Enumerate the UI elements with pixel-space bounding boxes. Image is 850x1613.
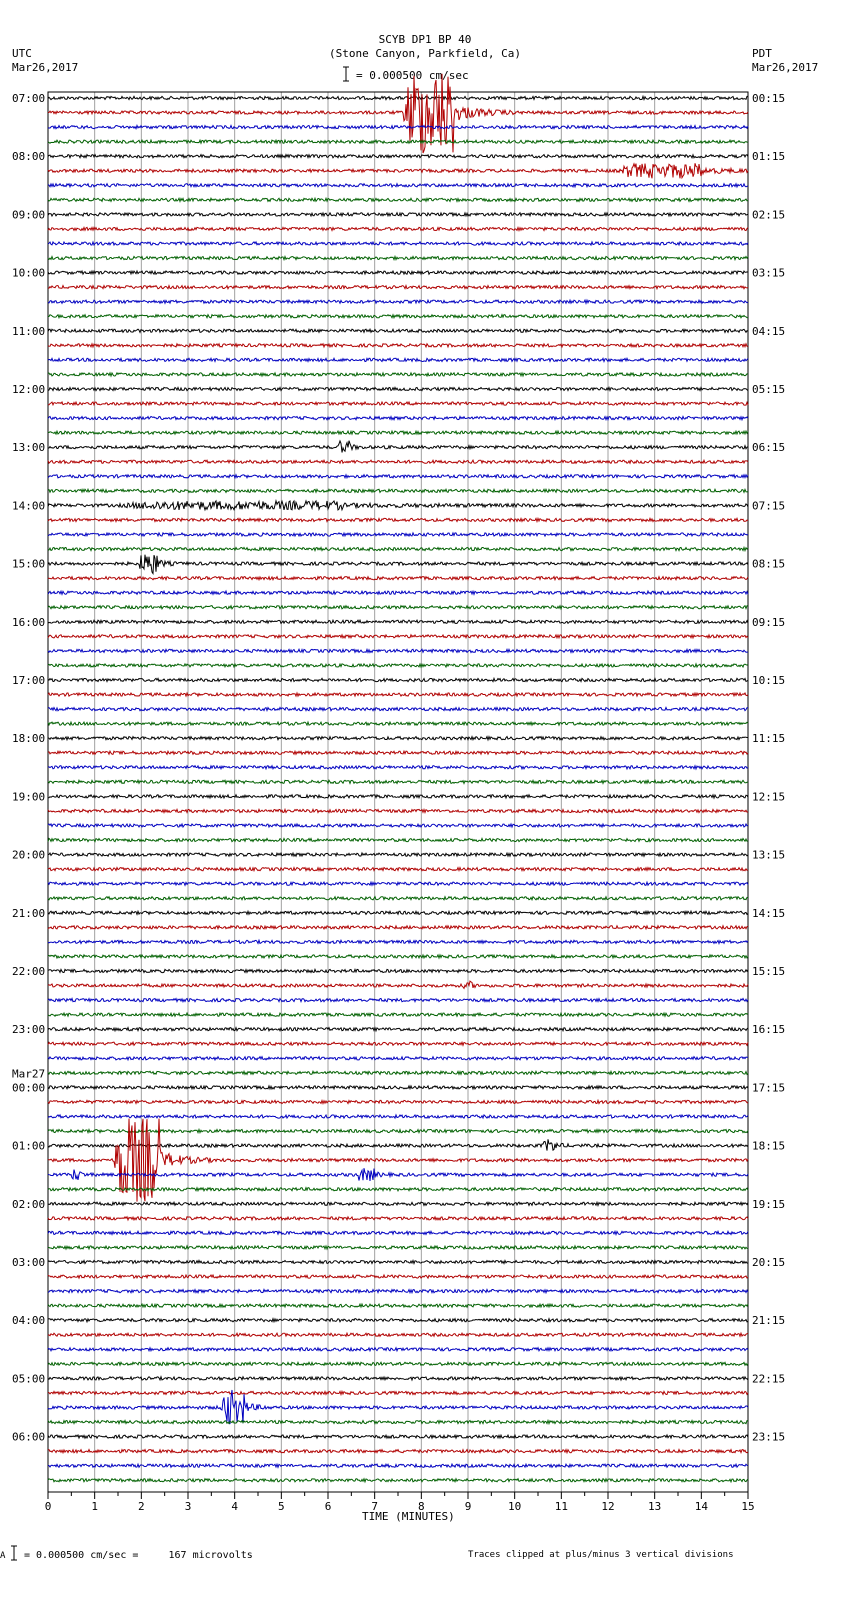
seismic-trace <box>48 751 748 754</box>
x-tick-label: 10 <box>508 1500 522 1513</box>
pdt-time-label: 09:15 <box>752 615 786 629</box>
seismic-trace <box>48 1479 748 1482</box>
seismic-trace <box>48 184 748 187</box>
chart-title: SCYB DP1 BP 40 <box>378 33 472 46</box>
left-timezone: UTC <box>12 47 32 60</box>
seismic-trace <box>48 387 748 390</box>
seismic-trace <box>48 286 748 289</box>
utc-date-label: Mar27 <box>12 1067 46 1081</box>
pdt-time-label: 14:15 <box>752 906 786 920</box>
utc-time-label: 07:00 <box>12 92 46 105</box>
pdt-time-label: 23:15 <box>752 1430 786 1444</box>
seismic-trace <box>48 868 748 871</box>
seismic-trace <box>48 693 748 696</box>
seismic-trace <box>48 824 748 827</box>
seismic-trace <box>48 1217 748 1220</box>
utc-time-label: 11:00 <box>12 324 46 338</box>
seismic-trace <box>48 198 748 201</box>
seismic-trace <box>48 489 748 492</box>
seismic-trace <box>48 780 748 783</box>
seismic-trace <box>48 1013 748 1016</box>
utc-time-label: 18:00 <box>12 732 46 746</box>
pdt-time-label: 15:15 <box>752 965 786 978</box>
x-tick-label: 8 <box>418 1500 425 1513</box>
pdt-time-label: 16:15 <box>752 1023 786 1037</box>
utc-time-label: 04:00 <box>12 1314 46 1328</box>
seismic-trace <box>48 1450 748 1453</box>
seismic-trace <box>48 271 748 274</box>
utc-time-label: 16:00 <box>12 615 46 629</box>
seismic-trace <box>48 981 748 988</box>
seismic-trace <box>48 155 748 158</box>
seismic-trace <box>48 1260 748 1263</box>
seismic-trace <box>48 766 748 769</box>
seismic-trace <box>48 708 748 711</box>
seismic-trace <box>48 1057 748 1060</box>
seismic-trace <box>48 809 748 812</box>
seismic-trace <box>48 1231 748 1234</box>
seismic-trace <box>48 417 748 420</box>
seismic-trace <box>48 1130 748 1133</box>
pdt-time-label: 17:15 <box>752 1081 786 1095</box>
utc-time-label: 15:00 <box>12 557 46 571</box>
seismic-trace <box>48 955 748 958</box>
seismic-trace <box>48 1071 748 1074</box>
seismic-trace <box>48 940 748 943</box>
seismic-trace <box>48 1202 748 1205</box>
seismic-trace <box>48 577 748 580</box>
utc-time-label: 12:00 <box>12 383 46 396</box>
seismic-trace <box>48 300 748 303</box>
utc-time-label: 23:00 <box>12 1023 46 1037</box>
seismic-trace <box>48 1390 748 1424</box>
seismic-trace <box>48 1421 748 1424</box>
seismic-trace <box>48 227 748 230</box>
utc-time-label: 08:00 <box>12 150 46 164</box>
pdt-time-label: 03:15 <box>752 266 786 280</box>
seismic-trace <box>48 518 748 521</box>
seismic-trace <box>48 853 748 856</box>
seismic-trace <box>48 315 748 318</box>
right-timezone: PDT <box>752 47 772 60</box>
utc-time-label: 06:00 <box>12 1430 46 1444</box>
seismic-trace <box>48 344 748 347</box>
x-tick-label: 0 <box>44 1500 52 1513</box>
seismic-trace <box>48 1246 748 1249</box>
seismic-trace <box>48 1042 748 1045</box>
seismic-trace <box>48 722 748 725</box>
pdt-time-label: 13:15 <box>752 848 786 862</box>
seismic-trace <box>48 329 748 332</box>
seismic-trace <box>48 678 748 681</box>
utc-time-label: 17:00 <box>12 674 46 687</box>
seismic-trace <box>48 897 748 900</box>
seismic-trace <box>48 441 748 453</box>
seismic-trace <box>48 460 748 463</box>
utc-time-label: 21:00 <box>12 906 46 920</box>
utc-time-label: 03:00 <box>12 1256 46 1269</box>
utc-time-label: 20:00 <box>12 848 46 862</box>
utc-time-label: 19:00 <box>12 790 46 804</box>
seismic-trace <box>48 664 748 667</box>
pdt-time-label: 08:15 <box>752 557 786 571</box>
seismic-trace <box>48 1377 748 1380</box>
footer-marker: A <box>0 1551 6 1561</box>
pdt-time-label: 22:15 <box>752 1372 786 1386</box>
pdt-time-label: 01:15 <box>752 150 786 164</box>
footer-clip-note: Traces clipped at plus/minus 3 vertical divisions <box>468 1550 734 1560</box>
seismic-trace <box>48 1464 748 1467</box>
seismic-trace <box>48 96 748 99</box>
x-tick-label: 7 <box>371 1500 378 1513</box>
seismic-trace <box>48 882 748 885</box>
seismic-trace <box>48 1435 748 1438</box>
pdt-time-label: 20:15 <box>752 1256 786 1269</box>
x-tick-label: 13 <box>648 1500 662 1513</box>
x-tick-label: 12 <box>601 1500 615 1513</box>
chart-subtitle: (Stone Canyon, Parkfield, Ca) <box>328 47 522 60</box>
pdt-time-label: 18:15 <box>752 1139 786 1153</box>
utc-time-label: 01:00 <box>12 1139 46 1153</box>
seismic-trace <box>48 242 748 245</box>
seismic-trace <box>48 1362 748 1365</box>
seismic-trace <box>48 126 748 129</box>
x-tick-label: 14 <box>694 1500 708 1513</box>
seismic-trace <box>48 999 748 1002</box>
seismic-trace <box>48 1188 748 1191</box>
seismic-trace <box>48 1086 748 1089</box>
seismic-trace <box>48 911 748 914</box>
seismic-trace <box>48 402 748 405</box>
seismic-trace <box>48 1115 748 1118</box>
seismic-trace <box>48 431 748 434</box>
utc-time-label: 09:00 <box>12 208 46 222</box>
utc-time-label: 14:00 <box>12 499 46 513</box>
seismic-trace <box>48 213 748 216</box>
pdt-time-label: 04:15 <box>752 324 786 338</box>
seismic-trace <box>48 1290 748 1293</box>
seismic-trace <box>48 163 748 178</box>
seismic-trace <box>48 1275 748 1278</box>
utc-time-label: 00:00 <box>12 1081 46 1095</box>
x-tick-label: 15 <box>741 1500 755 1513</box>
pdt-time-label: 10:15 <box>752 674 786 687</box>
pdt-time-label: 19:15 <box>752 1197 786 1211</box>
seismic-trace <box>48 501 748 510</box>
seismic-trace <box>48 1100 748 1103</box>
pdt-time-label: 05:15 <box>752 383 786 396</box>
pdt-time-label: 07:15 <box>752 499 786 513</box>
seismic-trace <box>48 475 748 478</box>
seismic-trace <box>48 591 748 594</box>
seismic-trace <box>48 737 748 740</box>
utc-time-label: 22:00 <box>12 965 46 978</box>
seismic-trace <box>48 1028 748 1031</box>
seismic-trace <box>48 839 748 842</box>
x-tick-label: 2 <box>138 1500 145 1513</box>
seismic-trace <box>48 795 748 798</box>
x-tick-label: 6 <box>324 1500 332 1513</box>
seismic-trace <box>48 1319 748 1322</box>
pdt-time-label: 06:15 <box>752 441 786 455</box>
seismic-trace <box>48 1333 748 1336</box>
pdt-time-label: 02:15 <box>752 208 786 222</box>
seismic-trace <box>48 140 748 143</box>
utc-time-label: 10:00 <box>12 266 46 280</box>
seismic-trace <box>48 548 748 551</box>
x-tick-label: 1 <box>91 1500 98 1513</box>
utc-time-label: 05:00 <box>12 1372 46 1386</box>
seismic-trace <box>48 555 748 574</box>
seismic-trace <box>48 1348 748 1351</box>
seismic-trace <box>48 373 748 376</box>
seismic-trace <box>48 606 748 609</box>
pdt-time-label: 21:15 <box>752 1314 786 1328</box>
seismic-trace <box>48 1139 748 1150</box>
seismic-trace <box>48 969 748 972</box>
left-date: Mar26,2017 <box>12 61 79 74</box>
x-tick-label: 5 <box>278 1500 285 1513</box>
seismic-trace <box>48 257 748 260</box>
footer-scale-note: = 0.000500 cm/sec = 167 microvolts <box>24 1550 253 1561</box>
x-tick-label: 11 <box>554 1500 568 1513</box>
right-date: Mar26,2017 <box>752 61 819 74</box>
seismic-trace <box>48 533 748 536</box>
seismic-trace <box>48 926 748 929</box>
seismic-trace <box>48 620 748 623</box>
seismic-trace <box>48 358 748 361</box>
seismic-trace <box>48 1391 748 1394</box>
pdt-time-label: 11:15 <box>752 732 786 746</box>
x-tick-label: 4 <box>231 1500 238 1513</box>
scale-label: = 0.000500 cm/sec <box>356 69 469 82</box>
utc-time-label: 13:00 <box>12 441 46 455</box>
seismic-trace <box>48 1304 748 1307</box>
utc-time-label: 02:00 <box>12 1197 46 1211</box>
pdt-time-label: 12:15 <box>752 790 786 804</box>
pdt-time-label: 00:15 <box>752 92 786 105</box>
x-tick-label: 3 <box>184 1500 192 1513</box>
seismic-trace <box>48 635 748 638</box>
x-tick-label: 9 <box>464 1500 472 1513</box>
seismic-trace <box>48 649 748 652</box>
x-axis-label: TIME (MINUTES) <box>362 1510 455 1523</box>
